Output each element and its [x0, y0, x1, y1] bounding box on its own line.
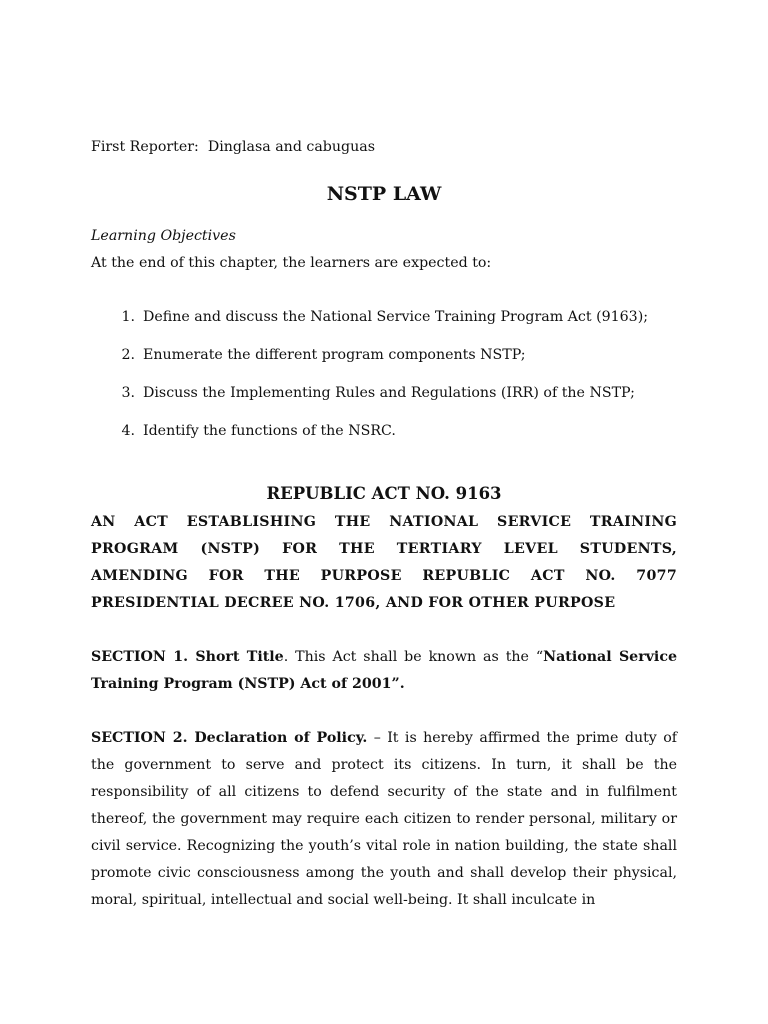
section-2-text: – It is hereby affirmed the prime duty of the government to serve and protect its citizens. In turn, it shall be the responsibility of all citizens to defend security of the state and in fulfilment thereof, the government may require each citizen to render personal, military or civil service. Recognizing the youth’s vital role in nation building, the state shall promote civic consciousness among the youth and shall develop their physical, moral, spiritual, intellectual and social well-being. It shall inculcate in — [91, 730, 678, 908]
list-item — [91, 343, 677, 367]
document-title: NSTP LAW — [326, 183, 442, 205]
section-1-act-name: National Service Training Program (NSTP) Act of 2001”. — [91, 649, 677, 692]
objectives-list — [91, 305, 677, 443]
list-item-text: Identify the functions of the NSRC. — [143, 423, 396, 439]
list-item-text: Enumerate the different program components NSTP; — [143, 347, 526, 363]
act-title: REPUBLIC ACT NO. 9163 — [266, 484, 502, 503]
reporter-label: First Reporter: — [91, 139, 199, 155]
objectives-heading: Learning Objectives — [91, 228, 236, 244]
reporter-line — [91, 134, 677, 161]
list-item — [91, 419, 677, 443]
list-item-text: Define and discuss the National Service Training Program Act (9163); — [143, 309, 649, 325]
section-1-text: . This Act shall be known as the “ — [283, 649, 544, 665]
objectives-intro: At the end of this chapter, the learners are expected to: — [91, 255, 492, 271]
reporter-names: Dinglasa and cabuguas — [207, 139, 375, 155]
section-1 — [91, 644, 677, 698]
list-item-number: 4. — [121, 423, 135, 439]
list-item — [91, 305, 677, 329]
list-item-number: 2. — [121, 347, 135, 363]
section-2-heading: SECTION 2. Declaration of Policy. — [91, 730, 368, 746]
list-item-number: 1. — [121, 309, 135, 325]
act-subtitle: AN ACT ESTABLISHING THE NATIONAL SERVICE TRAINING PROGRAM (NSTP) FOR THE TERTIARY LEVEL STUDENTS, AMENDING FOR THE PURPOSE REPUBLIC ACT NO. 7077 PRESIDENTIAL DECREE NO. 1706, AND FOR OTHER PURPOSE — [91, 514, 677, 611]
section-1-heading: SECTION 1. Short Title — [91, 649, 284, 665]
section-2 — [91, 725, 677, 914]
list-item-text: Discuss the Implementing Rules and Regulations (IRR) of the NSTP; — [143, 385, 635, 401]
document-body — [91, 134, 677, 914]
list-item-number: 3. — [121, 385, 135, 401]
list-item — [91, 381, 677, 405]
